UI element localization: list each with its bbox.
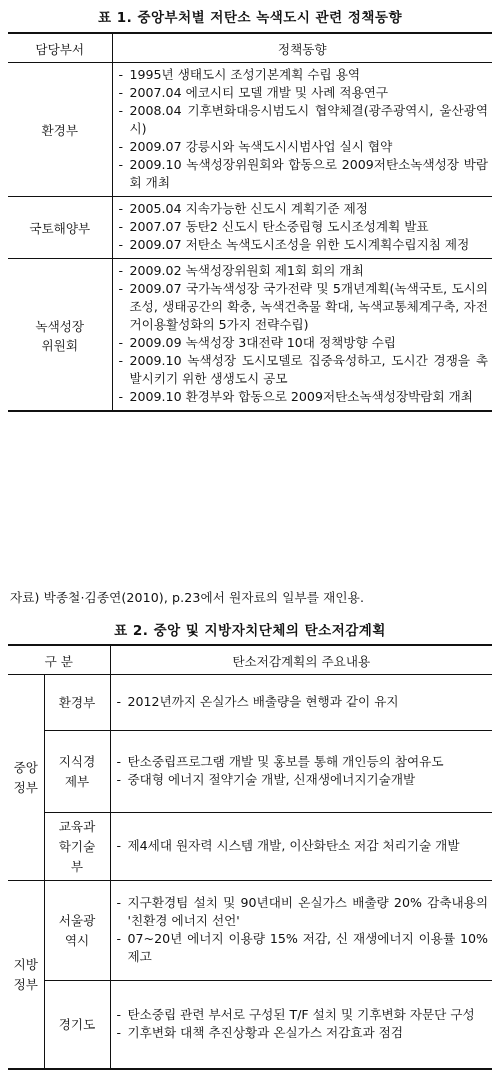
- list-item: - 2007.04 에코시티 모델 개발 및 사례 적용연구: [118, 85, 389, 100]
- sub-dept-cell: [44, 813, 110, 881]
- sub-dept-line: 부: [70, 858, 84, 874]
- list-item: - 2009.09 녹색성장 3대전략 10대 정책방향 수립: [118, 335, 396, 350]
- sub-dept-cell: [44, 881, 110, 981]
- policy-cell: [112, 259, 492, 412]
- list-item: - 2009.07 강릉시와 녹색도시시범사업 실시 협약: [118, 139, 393, 154]
- sub-dept-line: 역시: [64, 932, 90, 948]
- table1-source-note: 자료) 박종철·김종연(2010), p.23에서 원자료의 일부를 재인용.: [10, 590, 365, 605]
- table1-header-row: [8, 33, 492, 63]
- header-policy: 정책동향: [112, 33, 492, 63]
- group-label-line: 중앙: [13, 759, 38, 775]
- list-item: - 07~20년 에너지 이용량 15% 저감, 신 재생에너지 이용률 10%제고: [116, 931, 488, 964]
- table1-caption: 표 1. 중앙부처별 저탄소 녹색도시 관련 정책동향: [98, 10, 402, 26]
- sub-dept-cell: [44, 731, 110, 813]
- table-row: [8, 197, 492, 259]
- dept-label-line: 녹색성장: [35, 318, 85, 334]
- dept-cell: 국토해양부: [8, 197, 112, 259]
- table-row: [8, 813, 492, 881]
- list-item: - 2009.02 녹색성장위원회 제1회 회의 개최: [118, 263, 364, 278]
- dept-cell: [8, 259, 112, 412]
- table-row: [8, 881, 492, 981]
- list-item: - 탄소중립프로그램 개발 및 홍보를 통해 개인등의 참여유도: [116, 754, 444, 769]
- list-item: - 중대형 에너지 절약기술 개발, 신재생에너지기술개발: [116, 772, 416, 787]
- sub-dept-line: 경기도: [58, 1016, 96, 1032]
- table-row: [8, 675, 492, 731]
- header-division: 구 분: [8, 645, 110, 675]
- list-item: - 2007.07 동탄2 신도시 탄소중립형 도시조성계획 발표: [118, 219, 429, 234]
- content-cell: [110, 981, 492, 1070]
- dept-cell: 환경부: [41, 123, 78, 138]
- content-cell: [110, 881, 492, 981]
- list-item: - 2012년까지 온실가스 배출량을 현행과 같이 유지: [116, 694, 399, 709]
- list-item: - 2005.04 지속가능한 신도시 계획기준 제정: [118, 201, 368, 216]
- sub-dept-line: 제부: [64, 773, 90, 789]
- dept-label-line: 위원회: [41, 337, 78, 353]
- header-dept: 담당부서: [8, 33, 112, 63]
- policy-trends-table: [8, 32, 492, 412]
- content-cell: [110, 675, 492, 731]
- list-item: - 2008.04 기후변화대응시범도시 협약체결(광주광역시, 울산광역시): [118, 103, 488, 136]
- sub-dept-cell: [44, 981, 110, 1070]
- content-cell: [110, 731, 492, 813]
- sub-dept-line: 서울광: [58, 912, 96, 928]
- group-label-line: 지방: [13, 956, 38, 972]
- sub-dept-line: 환경부: [58, 694, 96, 710]
- sub-dept-line: 교육과: [58, 818, 96, 834]
- list-item: - 2009.07 저탄소 녹색도시조성을 위한 도시계획수립지침 제정: [118, 237, 470, 252]
- group-cell: [8, 675, 44, 881]
- list-item: - 1995년 생태도시 조성기본계획 수립 용역: [118, 67, 361, 82]
- sub-dept-line: 지식경: [58, 753, 96, 769]
- table-row: [8, 259, 492, 412]
- sub-dept-cell: [44, 675, 110, 731]
- list-item: - 제4세대 원자력 시스템 개발, 이산화탄소 저감 처리기술 개발: [116, 838, 460, 853]
- sub-dept-line: 학기술: [58, 838, 96, 854]
- header-content: 탄소저감계획의 주요내용: [110, 645, 492, 675]
- group-cell: [8, 881, 44, 1070]
- group-label-line: 정부: [13, 779, 38, 795]
- list-item: - 2009.10 녹색성장위원회와 합동으로 2009저탄소녹색성장 박람회 개최: [118, 157, 488, 190]
- table-row: [8, 981, 492, 1070]
- policy-cell: [112, 63, 492, 197]
- table2-caption: 표 2. 중앙 및 지방자치단체의 탄소저감계획: [114, 623, 386, 639]
- content-cell: [110, 813, 492, 881]
- list-item: - 2009.10 녹색성장 도시모델로 집중육성하고, 도시간 경쟁을 촉발시키기 위한 생생도시 공모: [118, 353, 488, 386]
- list-item: - 2009.10 환경부와 합동으로 2009저탄소녹색성장박람회 개최: [118, 389, 473, 404]
- list-item: - 기후변화 대책 추진상황과 온실가스 저감효과 점검: [116, 1025, 403, 1040]
- carbon-reduction-table: [8, 644, 492, 1070]
- group-label-line: 정부: [13, 976, 38, 992]
- table-row: [8, 63, 492, 197]
- list-item: - 탄소중립 관련 부서로 구성된 T/F 설치 및 기후변화 자문단 구성: [116, 1007, 475, 1022]
- table2-header-row: [8, 645, 492, 675]
- list-item: - 2009.07 국가녹색성장 국가전략 및 5개년계획(녹색국토, 도시의 조성, 생태공간의 확충, 녹색건축물 확대, 녹색교통체계구축, 자전거이용활성화의 5가지 전략수립): [118, 281, 488, 332]
- policy-cell: [112, 197, 492, 259]
- list-item: - 지구환경팀 설치 및 90년대비 온실가스 배출량 20% 감축내용의 '친환경 에너지 선언': [116, 895, 488, 928]
- table-row: [8, 731, 492, 813]
